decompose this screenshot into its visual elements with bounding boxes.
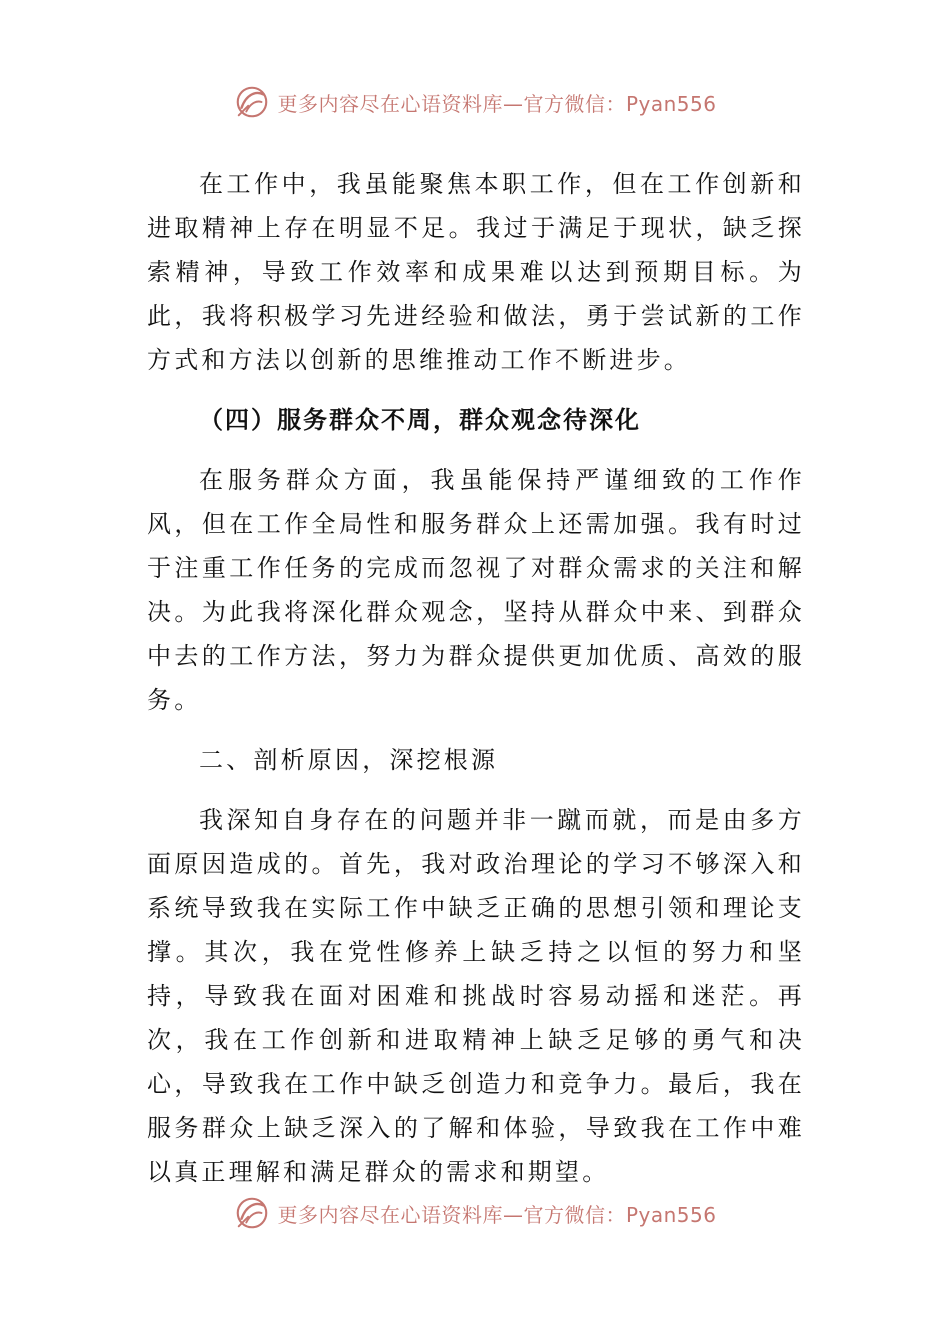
logo-icon — [233, 1194, 271, 1232]
paragraph: 在工作中，我虽能聚焦本职工作，但在工作创新和进取精神上存在明显不足。我过于满足于现状，缺乏探索精神，导致工作效率和成果难以达到预期目标。为此，我将积极学习先进经验和做法，勇于尝试新的工作方式和方法以创新的思维推动工作不断进步。 — [147, 170, 805, 374]
paragraph: 在服务群众方面，我虽能保持严谨细致的工作作风，但在工作全局性和服务群众上还需加强。我有时过于注重工作任务的完成而忽视了对群众需求的关注和解决。为此我将深化群众观念，坚持从群众中来、到群众中去的工作方法，努力为群众提供更加优质、高效的服务。 — [147, 466, 805, 714]
footer-watermark — [0, 1191, 950, 1235]
watermark-text: 更多内容尽在心语资料库—官方微信：Pyan556 — [277, 1202, 717, 1227]
subheading: （四）服务群众不周，群众观念待深化 — [199, 406, 641, 434]
section-heading: 二、剖析原因，深挖根源 — [199, 746, 499, 774]
watermark-text: 更多内容尽在心语资料库—官方微信：Pyan556 — [277, 91, 717, 116]
paragraph: 我深知自身存在的问题并非一蹴而就，而是由多方面原因造成的。首先，我对政治理论的学习不够深入和系统导致我在实际工作中缺乏正确的思想引领和理论支撑。其次，我在党性修养上缺乏持之以恒的努力和坚持，导致我在面对困难和挑战时容易动摇和迷茫。再次，我在工作创新和进取精神上缺乏足够的勇气和决心，导致我在工作中缺乏创造力和竞争力。最后，我在服务群众上缺乏深入的了解和体验，导致我在工作中难以真正理解和满足群众的需求和期望。 — [147, 806, 805, 1186]
header-watermark — [0, 80, 950, 124]
document-body — [147, 162, 805, 1194]
logo-icon — [233, 83, 271, 121]
